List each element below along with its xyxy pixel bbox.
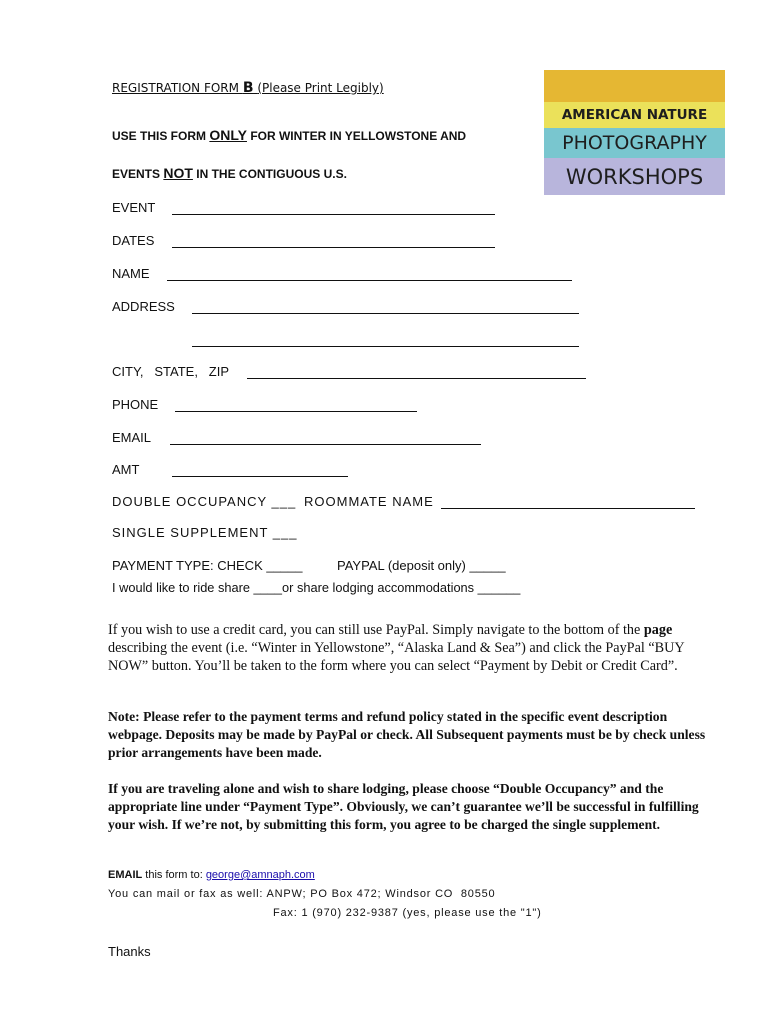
roommate-name-field[interactable] bbox=[441, 508, 695, 509]
credit-card-paragraph bbox=[108, 621, 716, 675]
address-field-2[interactable] bbox=[192, 346, 579, 347]
instruction-1-post: FOR WINTER IN YELLOWSTONE AND bbox=[250, 129, 467, 143]
event-field[interactable] bbox=[172, 214, 495, 215]
email-instruction-text: this form to: bbox=[142, 869, 206, 881]
phone-label: PHONE bbox=[112, 397, 159, 412]
city-state-zip-field[interactable] bbox=[247, 378, 586, 379]
logo-band-teal bbox=[544, 128, 725, 158]
instruction-2-post: IN THE CONTIGUOUS U.S. bbox=[196, 167, 347, 181]
mail-line: You can mail or fax as well: ANPW; PO Box 472; Windsor CO 80550 bbox=[108, 888, 496, 900]
logo-line-2: PHOTOGRAPHY bbox=[562, 132, 707, 154]
name-label: NAME bbox=[112, 266, 150, 281]
logo-band-lavender bbox=[544, 158, 725, 195]
address-label: ADDRESS bbox=[112, 299, 175, 314]
double-occupancy-label: DOUBLE OCCUPANCY ___ bbox=[112, 494, 297, 509]
phone-field[interactable] bbox=[175, 411, 417, 412]
payment-type-label: PAYMENT TYPE: CHECK _____ bbox=[112, 558, 303, 573]
credit-card-text-1: If you wish to use a credit card, you can still use PayPal. Simply navigate to the bottom of the bbox=[108, 622, 644, 638]
amt-field[interactable] bbox=[172, 476, 348, 477]
instruction-1-em: ONLY bbox=[209, 127, 247, 143]
single-supplement-label: SINGLE SUPPLEMENT ___ bbox=[112, 525, 298, 540]
logo-band-yellow bbox=[544, 102, 725, 128]
dates-label: DATES bbox=[112, 233, 155, 248]
traveling-alone-paragraph: If you are traveling alone and wish to share lodging, please choose “Double Occupancy” and the appropriate line under “Payment Type”. Obviously, we can’t guarantee we’ll be successful in fulfilling your wish. If we’re not, by submitting this form, you agree to be charged the single supplement. bbox=[108, 781, 699, 832]
event-label: EVENT bbox=[112, 200, 156, 215]
credit-card-text-2: describing the event (i.e. “Winter in Yellowstone”, “Alaska Land & Sea”) and click the PayPal “BUY NOW” button. You’ll be taken to the form where you can select “Payment by Debit or Credit Card”. bbox=[108, 640, 685, 674]
thanks-text: Thanks bbox=[108, 944, 151, 959]
dates-field[interactable] bbox=[172, 247, 495, 248]
address-field-1[interactable] bbox=[192, 313, 579, 314]
email-label: EMAIL bbox=[112, 430, 152, 445]
amt-label: AMT bbox=[112, 462, 140, 477]
form-title bbox=[112, 80, 384, 96]
paypal-label: PAYPAL (deposit only) _____ bbox=[337, 558, 506, 573]
email-link[interactable]: george@amnaph.com bbox=[205, 869, 315, 881]
instruction-2-pre: EVENTS bbox=[112, 167, 161, 181]
name-field[interactable] bbox=[167, 280, 572, 281]
form-letter: B bbox=[242, 80, 254, 96]
note-paragraph: Note: Please refer to the payment terms and refund policy stated in the specific event description webpage. Deposits may be made by PayPal or check. All Subsequent payments must be by check unless prior arrangements have been made. bbox=[108, 709, 706, 760]
instruction-2-em: NOT bbox=[163, 165, 193, 181]
ride-share-label: I would like to ride share ____or share lodging accommodations ______ bbox=[112, 580, 521, 595]
email-instruction bbox=[108, 869, 315, 881]
instruction-1-pre: USE THIS FORM bbox=[112, 129, 207, 143]
email-instruction-label: EMAIL bbox=[108, 869, 143, 881]
logo-band-top bbox=[544, 70, 725, 102]
city-state-zip-label: CITY, STATE, ZIP bbox=[112, 364, 230, 379]
form-note: (Please Print Legibly) bbox=[257, 81, 384, 95]
roommate-name-label: ROOMMATE NAME bbox=[304, 494, 434, 509]
logo-line-1: AMERICAN NATURE bbox=[561, 107, 708, 123]
email-field[interactable] bbox=[170, 444, 481, 445]
fax-line: Fax: 1 (970) 232-9387 (yes, please use the "1") bbox=[273, 907, 542, 919]
form-instruction-line-2 bbox=[112, 165, 347, 181]
logo-line-3: WORKSHOPS bbox=[565, 164, 704, 189]
form-instruction-line-1 bbox=[112, 127, 466, 143]
credit-card-text-bold: page bbox=[643, 622, 673, 638]
form-title-text: REGISTRATION FORM bbox=[112, 81, 239, 95]
